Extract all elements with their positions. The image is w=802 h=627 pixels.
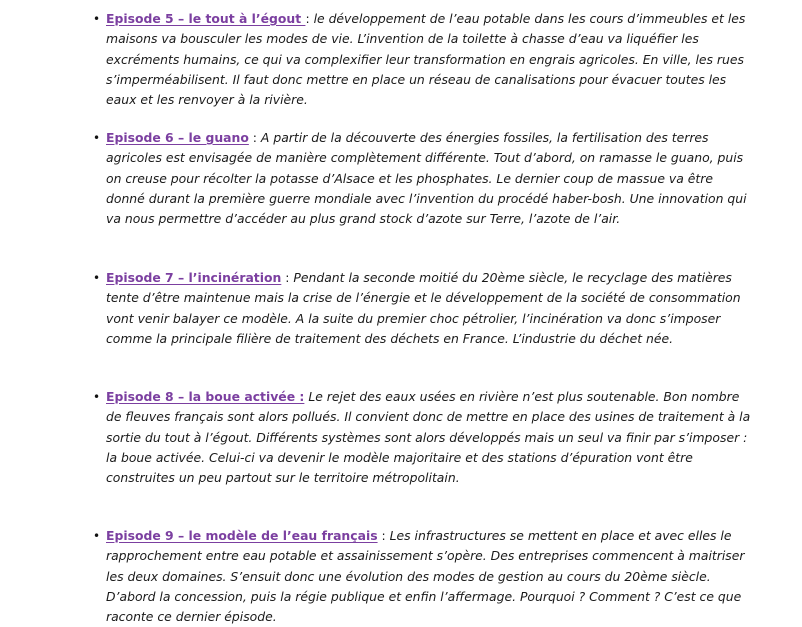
episode-7-description: Pendant la seconde moitié du 20ème siècle, le recyclage des matières tente d’être maintenue mais la crise de l’énergie et le développement de la société de consommation vont venir balayer ce modèle. A la suite du premier choc pétrolier, l’incinération va donc s’imposer comme la principale filière de traitement des déchets en France. L’industrie du déchet née. <box>106 270 741 346</box>
episode-item-9 <box>93 526 754 627</box>
episode-6-separator: : <box>248 130 261 145</box>
episode-8-description: Le rejet des eaux usées en rivière n’est plus soutenable. Bon nombre de fleuves français sont alors pollués. Il convient donc de mettre en place des usines de traitement à la sortie du tout à l’égout. Différents systèmes sont alors développés mais un seul va finir par s’imposer : la boue activée. Celui-ci va devenir le modèle majoritaire et des stations d’épuration vont être construites un peu partout sur le territoire métropolitain. <box>106 389 751 486</box>
episode-8-link[interactable]: Episode 8 – la boue activée : <box>106 389 305 404</box>
episode-5-link[interactable]: Episode 5 – le tout à l’égout <box>106 11 306 26</box>
bullet-icon: • <box>93 271 101 285</box>
episode-9-separator: : <box>377 528 390 543</box>
episode-9-description: Les infrastructures se mettent en place et avec elles le rapprochement entre eau potable et assainissement s’opère. Des entreprises commencent à maitriser les deux domaines. S’ensuit donc une évolution des modes de gestion au cours du 20ème siècle. D’abord la concession, puis la régie publique et enfin l’affermage. Pourquoi ? Comment ? C’est ce que raconte ce dernier épisode. <box>106 528 745 625</box>
episode-item-7 <box>93 268 754 349</box>
episode-7-separator: : <box>281 270 294 285</box>
episode-item-6 <box>93 128 754 229</box>
episode-6-description: A partir de la découverte des énergies fossiles, la fertilisation des terres agricoles est envisagée de manière complètement différente. Tout d’abord, on ramasse le guano, puis on creuse pour récolter la potasse d’Alsace et les phosphates. Le dernier coup de massue va être donné durant la première guerre mondiale avec l’invention du procédé haber-bosh. Une innovation qui va nous permettre d’accéder au plus grand stock d’azote sur Terre, l’azote de l’air. <box>106 130 747 227</box>
episode-9-link[interactable]: Episode 9 – le modèle de l’eau français <box>106 528 378 543</box>
bullet-icon: • <box>93 529 101 543</box>
episode-5-separator: : <box>305 11 314 26</box>
episode-6-link[interactable]: Episode 6 – le guano <box>106 130 249 145</box>
bullet-icon: • <box>93 131 101 145</box>
bullet-icon: • <box>93 12 101 26</box>
episode-5-description: le développement de l’eau potable dans les cours d’immeubles et les maisons va bousculer les modes de vie. L’invention de la toilette à chasse d’eau va liquéfier les excréments humains, ce qui va complexifier leur transformation en engrais agricoles. En ville, les rues s’imperméabilisent. Il faut donc mettre en place un réseau de canalisations pour évacuer toutes les eaux et les renvoyer à la rivière. <box>106 11 746 108</box>
episode-7-link[interactable]: Episode 7 – l’incinération <box>106 270 282 285</box>
episode-item-8 <box>93 387 754 488</box>
bullet-icon: • <box>93 390 101 404</box>
episode-item-5 <box>93 9 754 110</box>
